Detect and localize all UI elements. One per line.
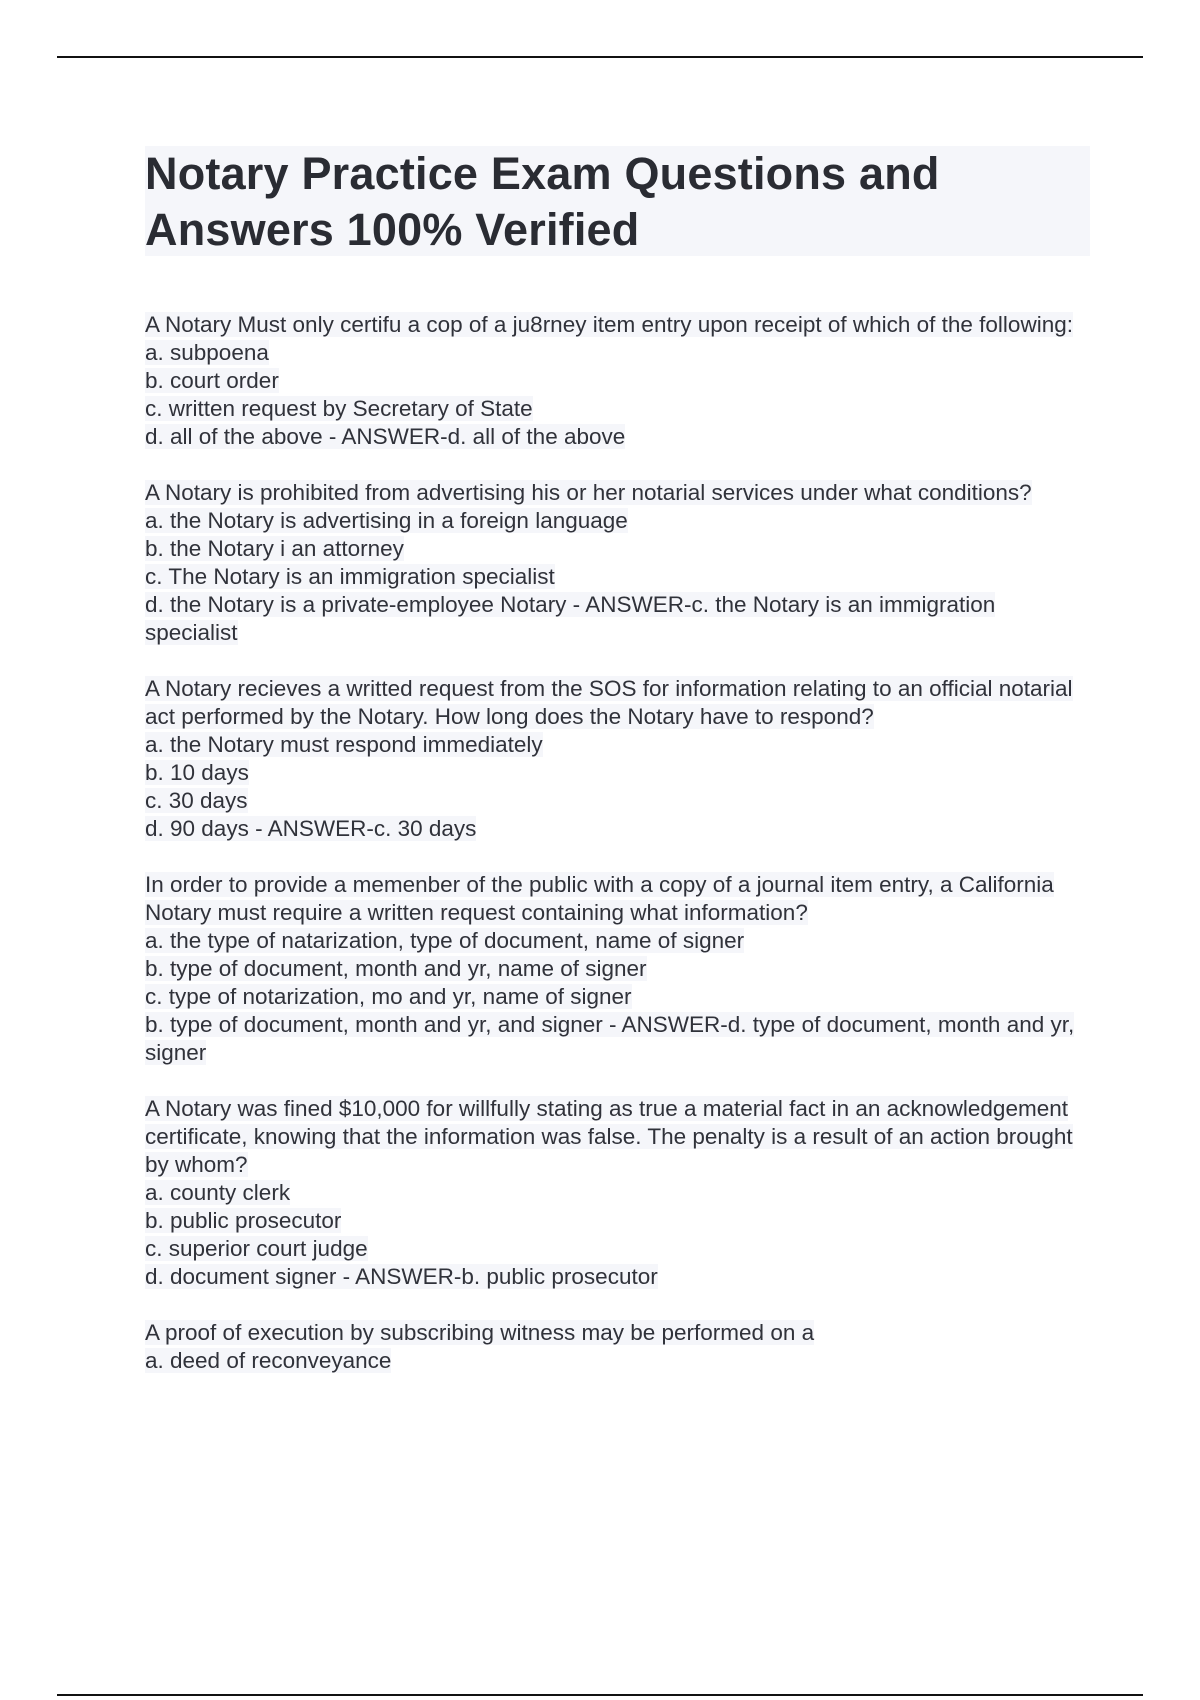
option-text: a. the type of natarization, type of document, name of signer [145, 928, 745, 953]
option-answer-text: d. all of the above - ANSWER-d. all of the above [145, 424, 626, 449]
option-text: c. superior court judge [145, 1236, 368, 1261]
option-text: c. written request by Secretary of State [145, 396, 533, 421]
option-text: a. subpoena [145, 340, 269, 365]
question-text: A Notary Must only certifu a cop of a ju8rney item entry upon receipt of which of the following: [145, 312, 1073, 337]
question-list [145, 311, 1090, 1375]
document-body [145, 146, 1090, 1403]
option-text: a. the Notary is advertising in a foreign language [145, 508, 628, 533]
option-text: c. The Notary is an immigration specialist [145, 564, 555, 589]
question-text: A Notary is prohibited from advertising his or her notarial services under what conditions? [145, 480, 1032, 505]
question-item-3 [145, 675, 1090, 843]
question-item-2 [145, 479, 1090, 647]
question-item-4 [145, 871, 1090, 1067]
question-text: A Notary was fined $10,000 for willfully stating as true a material fact in an acknowledgement certificate, knowing that the information was false. The penalty is a result of an action brought by whom? [145, 1096, 1073, 1177]
option-text: b. court order [145, 368, 279, 393]
title-block [145, 146, 1090, 256]
option-text: b. public prosecutor [145, 1208, 342, 1233]
question-item-6 [145, 1319, 1090, 1375]
top-rule [57, 56, 1143, 58]
question-text: In order to provide a memenber of the public with a copy of a journal item entry, a California Notary must require a written request containing what information? [145, 872, 1054, 925]
option-text: b. the Notary i an attorney [145, 536, 404, 561]
document-title: Notary Practice Exam Questions and Answers 100% Verified [145, 148, 940, 255]
option-text: b. 10 days [145, 760, 249, 785]
bottom-rule [57, 1694, 1143, 1696]
option-answer-text: b. type of document, month and yr, and signer - ANSWER-d. type of document, month and yr, signer [145, 1012, 1075, 1065]
question-text: A Notary recieves a writted request from the SOS for information relating to an official notarial act performed by the Notary. How long does the Notary have to respond? [145, 676, 1073, 729]
option-text: b. type of document, month and yr, name of signer [145, 956, 647, 981]
option-text: c. type of notarization, mo and yr, name of signer [145, 984, 632, 1009]
question-item-5 [145, 1095, 1090, 1291]
option-text: a. deed of reconveyance [145, 1348, 392, 1373]
option-text: a. county clerk [145, 1180, 291, 1205]
option-answer-text: d. document signer - ANSWER-b. public prosecutor [145, 1264, 658, 1289]
option-answer-text: d. 90 days - ANSWER-c. 30 days [145, 816, 477, 841]
option-text: c. 30 days [145, 788, 248, 813]
question-item-1 [145, 311, 1090, 451]
option-answer-text: d. the Notary is a private-employee Notary - ANSWER-c. the Notary is an immigration specialist [145, 592, 996, 645]
option-text: a. the Notary must respond immediately [145, 732, 543, 757]
question-text: A proof of execution by subscribing witness may be performed on a [145, 1320, 815, 1345]
